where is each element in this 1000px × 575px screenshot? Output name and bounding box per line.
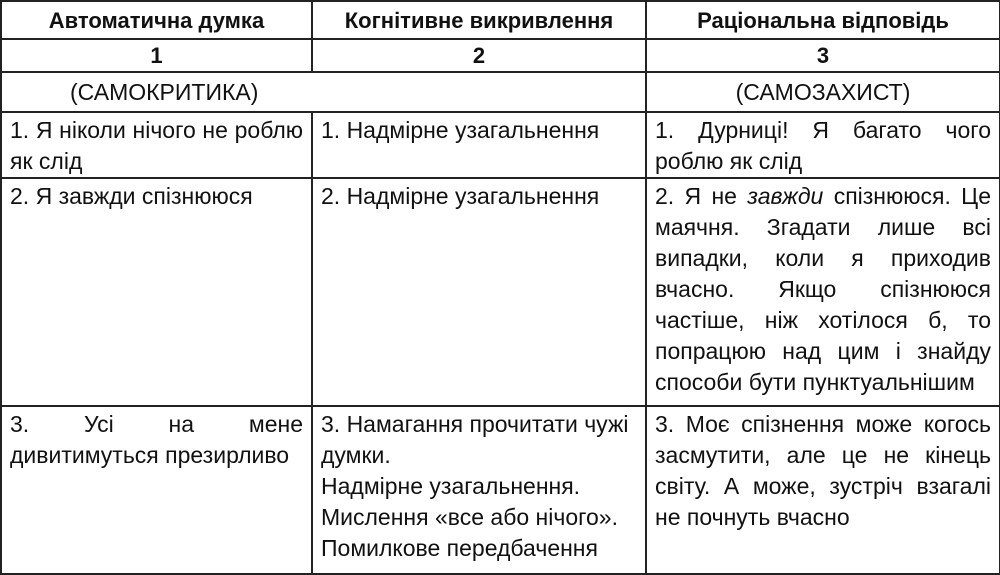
header-automatic-thought: Автоматична думка <box>1 1 312 39</box>
response-text: 1. Дурниці! Я багато чого роблю як слід <box>655 117 991 174</box>
distortion-line: 2. Надмірне узагальнення <box>321 183 600 209</box>
response-cell <box>646 406 1000 574</box>
kind-self-defense: (САМОЗАХИСТ) <box>646 72 1000 112</box>
thought-cell: 3. Усі на мене дивитимуться презирливо <box>1 406 312 574</box>
table-row <box>1 406 1000 574</box>
table-row <box>1 178 1000 406</box>
thought-cell: 2. Я завжди спізнююся <box>1 178 312 406</box>
thought-cell: 1. Я ніколи нічого не роблю як слід <box>1 112 312 178</box>
header-row <box>1 1 1000 39</box>
column-number-2: 2 <box>312 39 646 72</box>
response-text: 3. Моє спізнення може когось засмутити, але це не кінець світу. А може, зустріч взагалі не почнуть вчасно <box>655 411 991 530</box>
header-cognitive-distortion: Когнітивне викривлення <box>312 1 646 39</box>
distortion-line: 1. Надмірне узагальнення <box>321 117 600 143</box>
distortion-cell <box>312 406 646 574</box>
response-emphasis: завжди <box>747 183 824 209</box>
table-row <box>1 112 1000 178</box>
header-rational-response: Раціональна відповідь <box>646 1 1000 39</box>
column-number-1: 1 <box>1 39 312 72</box>
distortion-line: Надмірне узагальнення. <box>321 473 581 499</box>
kind-row <box>1 72 1000 112</box>
distortion-line: Мислення «все або нічого». <box>321 504 618 530</box>
column-number-row <box>1 39 1000 72</box>
kind-self-criticism: (САМОКРИТИКА) <box>1 72 646 112</box>
distortion-cell <box>312 178 646 406</box>
response-cell <box>646 178 1000 406</box>
column-number-3: 3 <box>646 39 1000 72</box>
response-cell <box>646 112 1000 178</box>
distortion-line: 3. Намагання прочитати чужі думки. <box>321 411 629 468</box>
distortion-cell <box>312 112 646 178</box>
distortion-line: Помилкове передбачення <box>321 535 598 561</box>
response-text-continued: спізнююся. Це маячня. Згадати лише всі випадки, коли я приходив вчасно. Якщо спізнююся частіше, ніж хотілося б, то попрацюю над цим і знайду способи бути пунктуальнішим <box>655 183 991 395</box>
response-text: 2. Я не <box>655 183 748 209</box>
